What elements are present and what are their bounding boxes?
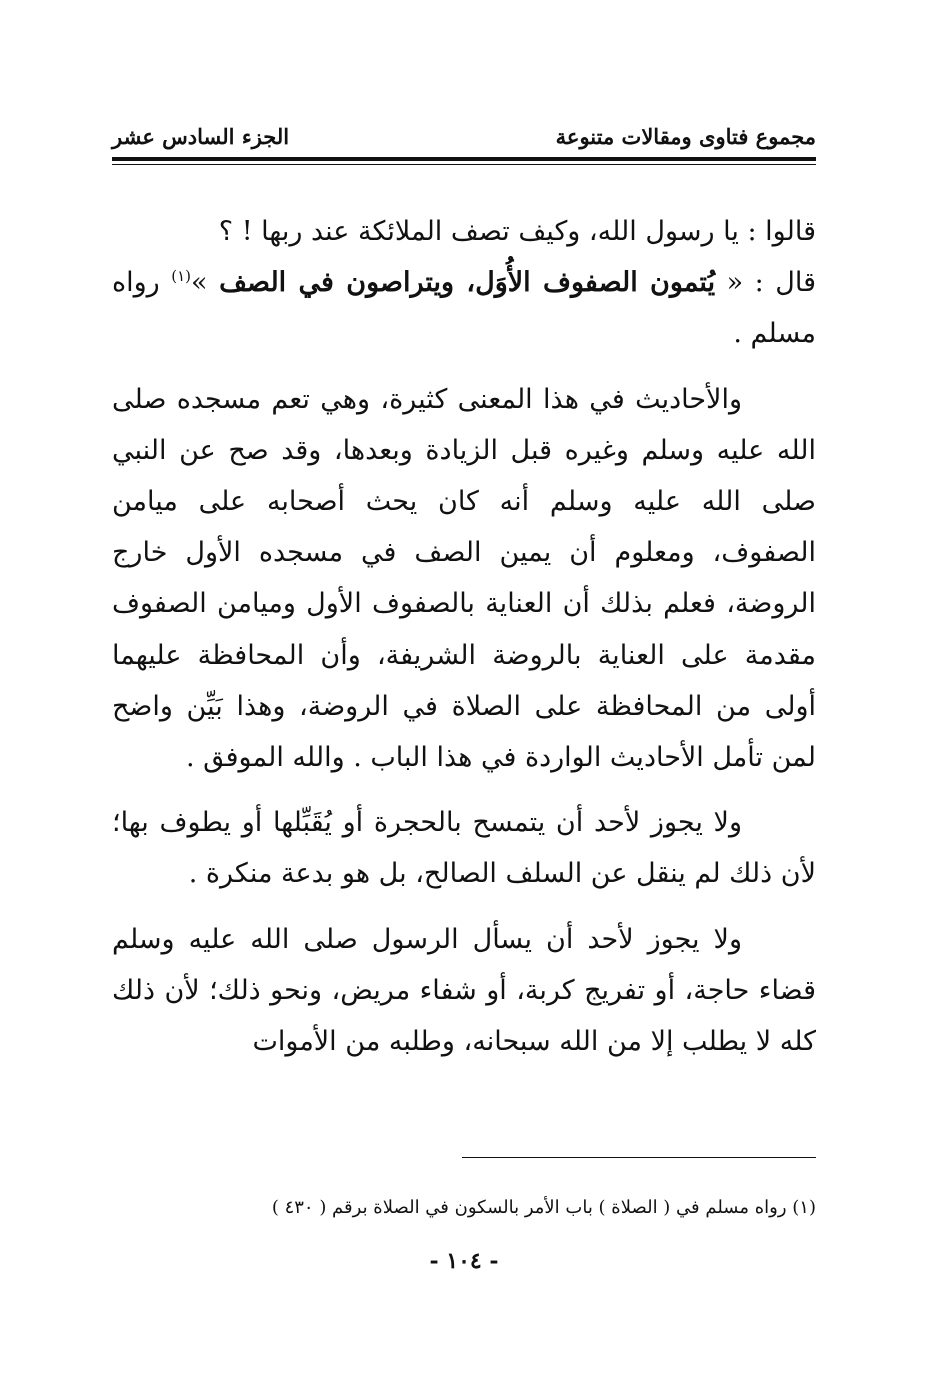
header-rule-thin [112, 164, 816, 165]
paragraph-2: والأحاديث في هذا المعنى كثيرة، وهي تعم مسجده صلى الله عليه وسلم وغيره قبل الزيادة وبعدها، وقد صح عن النبي صلى الله عليه وسلم أنه كان يحث أصحابه على ميامن الصفوف، ومعلوم أن يمين الصف في مسجده الأول خارج الروضة، فعلم بذلك أن العناية بالصفوف الأول وميامن الصفوف مقدمة على العناية بالروضة الشريفة، وأن المحافظة عليهما أولى من المحافظة على الصلاة في الروضة، وهذا بَيِّن واضح لمن تأمل الأحاديث الواردة في هذا الباب . والله الموفق . [112, 383, 816, 774]
page-number: - ١٠٤ - [429, 1248, 499, 1274]
paragraph-1 [112, 206, 816, 360]
paragraph-3: ولا يجوز لأحد أن يتمسح بالحجرة أو يُقَبِّلها أو يطوف بها؛ لأن ذلك لم ينقل عن السلف الصالح، بل هو بدعة منكرة . [112, 807, 816, 890]
volume-label: الجزء السادس عشر [112, 124, 290, 149]
footnote-rule [462, 1157, 816, 1158]
hadith-quote: يُتمون الصفوف الأُوَل، ويتراصون في الصف [219, 267, 716, 299]
paragraph-1-end: رواه مسلم . [112, 267, 816, 350]
running-header [112, 118, 816, 152]
book-title: مجموع فتاوى ومقالات متنوعة [555, 124, 816, 149]
paragraph-4: ولا يجوز لأحد أن يسأل الرسول صلى الله عليه وسلم قضاء حاجة، أو تفريج كربة، أو شفاء مريض، ونحو ذلك؛ لأن ذلك كله لا يطلب إلا من الله سبحانه، وطلبه من الأموات [112, 923, 816, 1058]
footnote-reference: (١) [171, 267, 192, 286]
header-rule-thick [112, 157, 816, 161]
paragraph-1-line-1: قالوا : يا رسول الله، وكيف تصف الملائكة عند ربها ! ؟ [218, 216, 816, 247]
paragraph-1-intro: قال : « [715, 267, 817, 299]
main-text [112, 206, 816, 1081]
quote-close: » [191, 267, 220, 299]
footnote: (١) رواه مسلم في ( الصلاة ) باب الأمر بالسكون في الصلاة برقم ( ٤٣٠ ) [271, 1197, 816, 1218]
